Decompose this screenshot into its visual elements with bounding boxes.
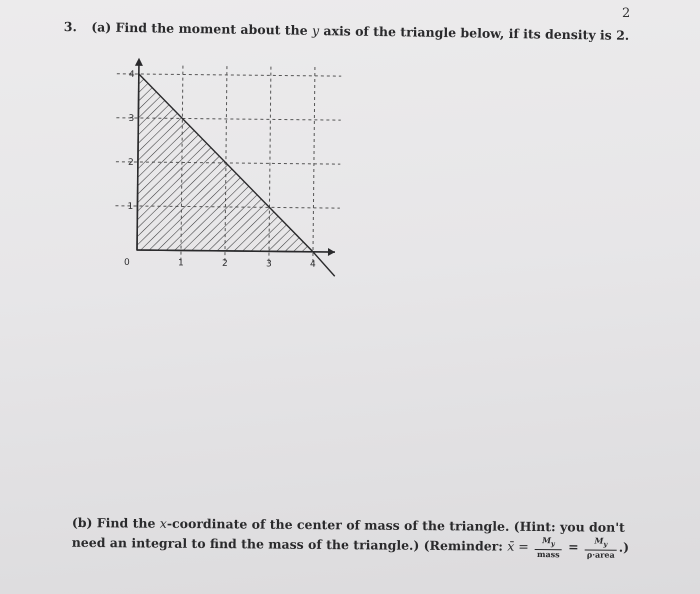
hypotenuse-extension [313, 252, 335, 276]
frac1-num: M [542, 535, 552, 546]
grid-line-vertical [313, 67, 315, 264]
x-axis-arrow [328, 248, 335, 256]
problem-a-variable: y [311, 22, 320, 39]
hatched-triangle [137, 74, 315, 252]
frac1-sub: y [550, 539, 555, 548]
x-tick-label: 3 [265, 259, 272, 270]
page-number: 2 [622, 6, 631, 21]
problem-3b [72, 513, 632, 559]
fraction-moment-over-density-area [585, 536, 617, 559]
problem-b-end: .) [618, 539, 630, 555]
fraction-moment-over-mass [535, 536, 562, 559]
problem-a-text-after: axis of the triangle below, if its density is 2. [323, 23, 630, 43]
x-tick-label: 1 [177, 258, 184, 269]
x-tick-label: 4 [309, 259, 316, 270]
problem-b-text: -coordinate of the center of mass of the triangle. (Hint: you don't need an integral to find the mass of the triangle.) (Reminder: [71, 515, 625, 554]
grid-line-horizontal [117, 74, 341, 76]
problem-b-label: (b) Find the [71, 514, 156, 531]
frac1-den: mass [537, 548, 560, 559]
y-tick-label: 3 [128, 113, 135, 124]
y-tick-label: 1 [127, 201, 134, 212]
problem-b-variable: x [159, 515, 167, 531]
problem-a-text-before: (a) Find the moment about the [91, 19, 308, 38]
frac2-sub: y [603, 540, 608, 549]
xbar-symbol: x̄ = [507, 538, 529, 554]
x-tick-label: 2 [221, 258, 228, 269]
frac2-den: ρ·area [586, 549, 615, 560]
y-axis-arrow [135, 58, 143, 66]
y-tick-label: 2 [127, 157, 134, 168]
frac2-num: M [594, 535, 604, 546]
equals-sign: = [568, 539, 579, 555]
problem-number: 3. [63, 18, 78, 35]
x-tick-label: 0 [123, 257, 130, 268]
y-tick-label: 4 [128, 69, 135, 80]
